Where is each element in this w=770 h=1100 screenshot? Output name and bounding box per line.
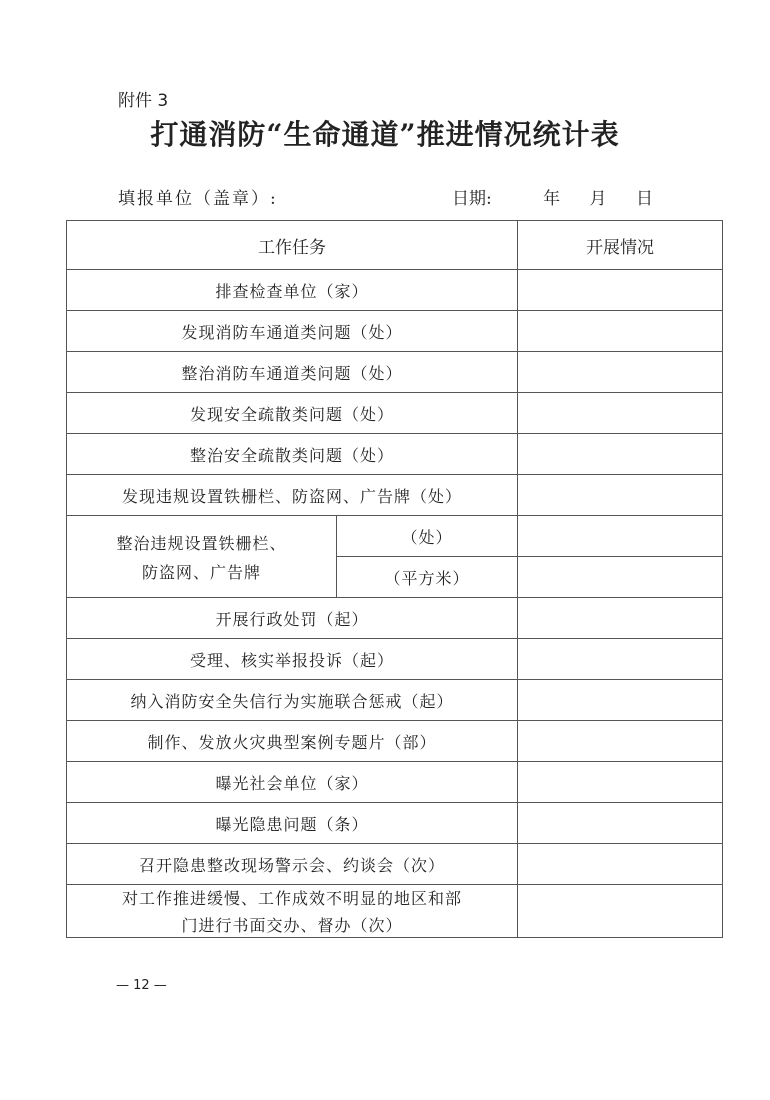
page-number: — 12 — xyxy=(116,978,167,993)
fill-unit-label: 填报单位（盖章）: xyxy=(118,189,278,209)
table-row xyxy=(67,721,723,762)
table-row xyxy=(67,639,723,680)
status-cell[interactable] xyxy=(518,393,723,434)
page-title: 打通消防“生命通道”推进情况统计表 xyxy=(150,118,620,151)
status-cell[interactable] xyxy=(518,434,723,475)
table-row xyxy=(67,393,723,434)
table-header-row xyxy=(67,221,723,270)
unit-label: （平方米） xyxy=(337,557,518,598)
status-cell[interactable] xyxy=(518,803,723,844)
task-label-line: 对工作推进缓慢、工作成效不明显的地区和部 xyxy=(121,889,462,908)
table-row xyxy=(67,803,723,844)
date-day-label: 日 xyxy=(635,189,653,209)
task-label: 开展行政处罚（起） xyxy=(67,598,518,639)
table-row xyxy=(67,475,723,516)
task-label: 制作、发放火灾典型案例专题片（部） xyxy=(67,721,518,762)
status-cell[interactable] xyxy=(518,311,723,352)
split-label-line: 整治违规设置铁栅栏、 xyxy=(116,533,287,553)
status-cell[interactable] xyxy=(518,844,723,885)
table-row xyxy=(67,352,723,393)
table-row xyxy=(67,270,723,311)
header-work-task: 工作任务 xyxy=(67,221,518,270)
task-label: 曝光社会单位（家） xyxy=(67,762,518,803)
task-label: 纳入消防安全失信行为实施联合惩戒（起） xyxy=(67,680,518,721)
task-label: 受理、核实举报投诉（起） xyxy=(67,639,518,680)
date-year-label: 年 xyxy=(543,189,561,209)
table-row xyxy=(67,762,723,803)
status-cell[interactable] xyxy=(518,762,723,803)
task-label: 发现安全疏散类问题（处） xyxy=(67,393,518,434)
status-cell[interactable] xyxy=(518,557,723,598)
status-cell[interactable] xyxy=(518,885,723,938)
table-row xyxy=(67,885,723,938)
statistics-table xyxy=(66,220,723,938)
header-status: 开展情况 xyxy=(518,221,723,270)
table-row xyxy=(67,311,723,352)
table-row xyxy=(67,844,723,885)
task-label: 排查检查单位（家） xyxy=(67,270,518,311)
status-cell[interactable] xyxy=(518,639,723,680)
task-label: 发现消防车通道类问题（处） xyxy=(67,311,518,352)
status-cell[interactable] xyxy=(518,270,723,311)
attachment-label: 附件 3 xyxy=(118,91,169,111)
table-row xyxy=(67,680,723,721)
status-cell[interactable] xyxy=(518,680,723,721)
table-row xyxy=(67,598,723,639)
status-cell[interactable] xyxy=(518,475,723,516)
date-month-label: 月 xyxy=(589,189,607,209)
task-label: 整治安全疏散类问题（处） xyxy=(67,434,518,475)
task-label-split xyxy=(67,516,337,598)
task-label-multiline xyxy=(67,885,518,938)
date-line xyxy=(452,184,653,209)
task-label: 曝光隐患问题（条） xyxy=(67,803,518,844)
task-label: 召开隐患整改现场警示会、约谈会（次） xyxy=(67,844,518,885)
task-label: 整治消防车通道类问题（处） xyxy=(67,352,518,393)
status-cell[interactable] xyxy=(518,598,723,639)
unit-label: （处） xyxy=(337,516,518,557)
table-row xyxy=(67,516,723,557)
task-label-line: 门进行书面交办、督办（次） xyxy=(181,916,403,935)
status-cell[interactable] xyxy=(518,352,723,393)
table-row xyxy=(67,434,723,475)
split-label-line: 防盗网、广告牌 xyxy=(141,562,261,582)
task-label: 发现违规设置铁栅栏、防盗网、广告牌（处） xyxy=(67,475,518,516)
date-label: 日期: xyxy=(452,189,492,209)
status-cell[interactable] xyxy=(518,516,723,557)
status-cell[interactable] xyxy=(518,721,723,762)
